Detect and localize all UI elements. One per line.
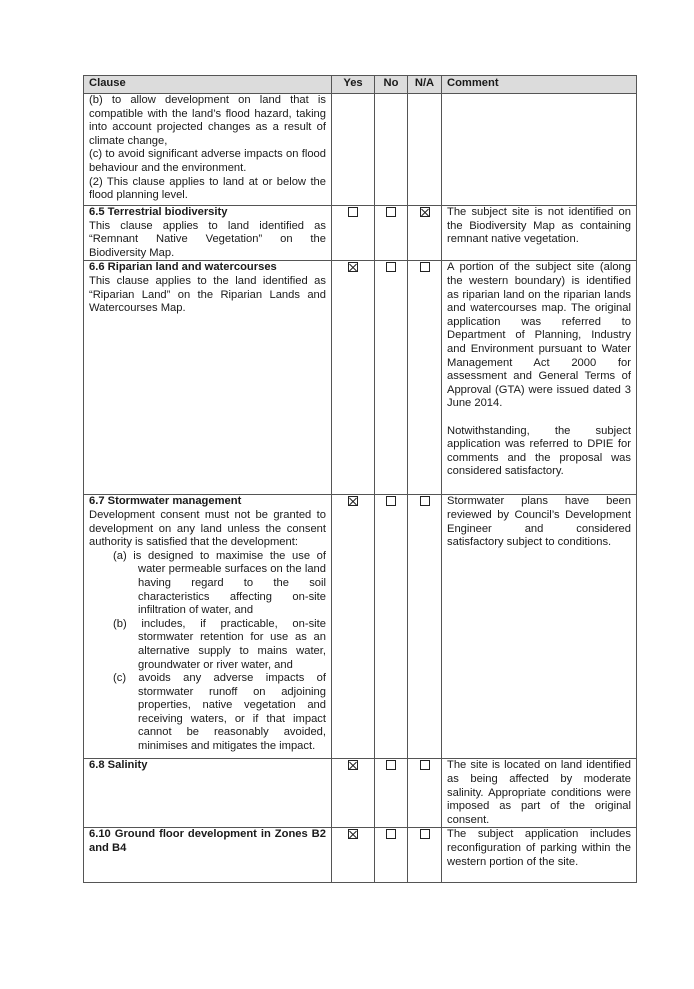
- comment-cell: The subject site is not identified on the Biodiversity Map as containing remnant native vegetation.: [442, 206, 637, 261]
- clause-table: [83, 75, 637, 883]
- comment-text: Notwithstanding, the subject application was referred to DPIE for comments and the proposal was considered satisfactory.: [447, 424, 631, 478]
- header-no: No: [375, 76, 408, 94]
- yes-checkbox[interactable]: [348, 760, 358, 770]
- clause-cell: [84, 94, 332, 206]
- clause-title: 6.8 Salinity: [89, 759, 148, 772]
- clause-subitem: (b) includes, if practicable, on-site stormwater retention for use as an alternative supply to mains water, groundwater or river water, and: [113, 617, 326, 671]
- header-na: N/A: [408, 76, 442, 94]
- no-checkbox[interactable]: [386, 262, 396, 272]
- yes-checkbox[interactable]: [348, 262, 358, 272]
- table-row: [84, 759, 637, 828]
- yes-cell: [332, 94, 375, 206]
- na-checkbox[interactable]: [420, 207, 430, 217]
- clause-subitem: (c) avoids any adverse impacts of stormwater runoff on adjoining properties, native vegetation and receiving waters, or if that impact cannot be reasonably avoided, minimises and mitigates the impact.: [113, 672, 326, 753]
- yes-cell[interactable]: [332, 495, 375, 759]
- clause-cell: [84, 206, 332, 261]
- no-cell: [375, 94, 408, 206]
- na-cell[interactable]: [408, 206, 442, 261]
- na-cell[interactable]: [408, 261, 442, 495]
- header-comment: Comment: [442, 76, 637, 94]
- clause-subitem: (a) is designed to maximise the use of water permeable surfaces on the land having regard to the soil characteristics affecting on-site infiltration of water, and: [113, 549, 326, 617]
- comment-cell: [442, 94, 637, 206]
- no-cell[interactable]: [375, 206, 408, 261]
- clause-cell: [84, 828, 332, 883]
- clause-text: (2) This clause applies to land at or below the flood planning level.: [89, 175, 326, 202]
- clause-cell: [84, 261, 332, 495]
- no-cell[interactable]: [375, 759, 408, 828]
- yes-checkbox[interactable]: [348, 496, 358, 506]
- comment-cell: [442, 261, 637, 495]
- comment-cell: The subject application includes reconfiguration of parking within the western portion of the site.: [442, 828, 637, 883]
- table-row: [84, 828, 637, 883]
- comment-text: A portion of the subject site (along the western boundary) is identified as riparian land on the riparian lands and watercourses map. The original application was referred to Department of Planning, Industry and Environment pursuant to Water Management Act 2000 for assessment and General Terms of Approval (GTA) were issued dated 3 June 2014.: [447, 261, 631, 410]
- table-row: [84, 94, 637, 206]
- yes-cell[interactable]: [332, 759, 375, 828]
- na-checkbox[interactable]: [420, 760, 430, 770]
- no-cell[interactable]: [375, 828, 408, 883]
- yes-cell[interactable]: [332, 261, 375, 495]
- clause-text: Development consent must not be granted to development on any land unless the consent authority is satisfied that the development:: [89, 508, 326, 549]
- no-checkbox[interactable]: [386, 207, 396, 217]
- table-row: [84, 495, 637, 759]
- clause-text: This clause applies to the land identified as “Riparian Land” on the Riparian Lands and Watercourses Map.: [89, 274, 326, 315]
- yes-cell[interactable]: [332, 206, 375, 261]
- table-header-row: [84, 76, 637, 94]
- comment-cell: Stormwater plans have been reviewed by Council’s Development Engineer and considered satisfactory subject to conditions.: [442, 495, 637, 759]
- clause-cell: [84, 495, 332, 759]
- na-cell: [408, 94, 442, 206]
- yes-checkbox[interactable]: [348, 829, 358, 839]
- no-checkbox[interactable]: [386, 496, 396, 506]
- clause-text: (c) to avoid significant adverse impacts on flood behaviour and the environment.: [89, 148, 326, 174]
- no-checkbox[interactable]: [386, 829, 396, 839]
- clause-title: 6.5 Terrestrial biodiversity: [89, 206, 228, 218]
- na-cell[interactable]: [408, 828, 442, 883]
- no-checkbox[interactable]: [386, 760, 396, 770]
- yes-cell[interactable]: [332, 828, 375, 883]
- na-checkbox[interactable]: [420, 262, 430, 272]
- no-cell[interactable]: [375, 495, 408, 759]
- clause-title: 6.7 Stormwater management: [89, 495, 242, 508]
- clause-text: This clause applies to land identified as “Remnant Native Vegetation” on the Biodiversity Map.: [89, 219, 326, 259]
- table-row: [84, 206, 637, 261]
- na-cell[interactable]: [408, 495, 442, 759]
- header-yes: Yes: [332, 76, 375, 94]
- clause-text: (b) to allow development on land that is compatible with the land’s flood hazard, taking into account projected changes as a result of climate change,: [89, 94, 326, 147]
- table-row: [84, 261, 637, 495]
- header-clause: Clause: [84, 76, 332, 94]
- clause-title: 6.6 Riparian land and watercourses: [89, 261, 277, 274]
- comment-cell: The site is located on land identified as being affected by moderate salinity. Appropriate conditions were imposed as part of the original consent.: [442, 759, 637, 828]
- no-cell[interactable]: [375, 261, 408, 495]
- na-checkbox[interactable]: [420, 496, 430, 506]
- na-checkbox[interactable]: [420, 829, 430, 839]
- na-cell[interactable]: [408, 759, 442, 828]
- clause-cell: [84, 759, 332, 828]
- clause-title: 6.10 Ground floor development in Zones B2 and B4: [89, 828, 326, 854]
- yes-checkbox[interactable]: [348, 207, 358, 217]
